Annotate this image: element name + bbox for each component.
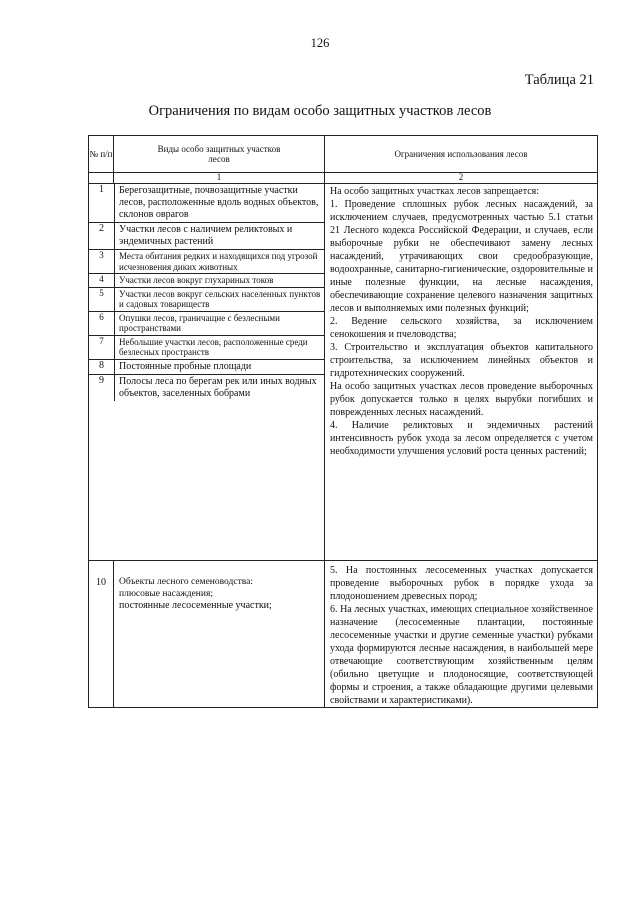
types-list	[89, 184, 324, 401]
row-10-type-cell	[114, 561, 325, 708]
row-type-text: Опушки лесов, граничащие с безлесными пространствами	[119, 312, 280, 333]
row-number: 6	[89, 312, 115, 335]
restriction-paragraph: На особо защитных участках лесов запрещается:	[330, 186, 540, 197]
row-type-text: Участки лесов вокруг сельских населенных пунктов и садовых товариществ	[119, 288, 321, 309]
restriction-paragraph: 6. На лесных участках, имеющих специальное хозяйственное назначение (лесосеменные плантации, постоянные лесосеменные участки и другие семенные участки) рубками ухода формируются лесные насаждения, в наибольшей мере отвечающие соответствующим хозяйственным целям (обильно цветущие и плодоносящие, соответствующей формы и строения, а также обладающие другими целевыми свойствами и характеристиками).	[330, 604, 593, 706]
table-row	[89, 360, 324, 375]
column-number-2: 2	[325, 173, 598, 184]
table-row	[89, 184, 324, 223]
document-title: Ограничения по видам особо защитных участков лесов	[148, 103, 492, 119]
restrictions-cell-bottom	[325, 561, 598, 708]
seed-object-line: постоянные лесосеменные участки;	[119, 600, 272, 611]
table-row	[89, 250, 324, 274]
row-type-text: Небольшие участки лесов, расположенные среди безлесных пространств	[119, 336, 308, 357]
restrictions-cell-top	[325, 184, 598, 561]
seed-object-line: Объекты лесного семеноводства:	[119, 577, 253, 587]
row-number: 1	[89, 184, 115, 222]
row-number: 2	[89, 223, 115, 249]
column-number-1: 1	[114, 173, 325, 184]
row-number: 4	[89, 274, 115, 287]
restriction-paragraph: 2. Ведение сельского хозяйства, за исключением сенокошения и пчеловодства;	[330, 316, 593, 340]
header-types: Виды особо защитных участков лесов	[114, 136, 325, 173]
restriction-paragraph: 5. На постоянных лесосеменных участках допускается проведение выборочных рубок в порядке ухода за плодоношением древесных пород;	[330, 565, 593, 602]
row-number: 5	[89, 288, 115, 311]
row-type-text: Участки лесов с наличием реликтовых и эндемичных растений	[119, 224, 293, 247]
table-row	[89, 288, 324, 312]
restriction-paragraph: 4. Наличие реликтовых и эндемичных растений интенсивность рубок ухода за лесом определяется с учетом необходимости улучшения условий роста ценных растений;	[330, 420, 593, 457]
row-number: 8	[89, 360, 115, 374]
column-number-row	[89, 173, 598, 184]
header-limits: Ограничения использования лесов	[325, 136, 598, 173]
table-row-group-1-9	[89, 184, 598, 561]
restrictions-table	[88, 135, 598, 708]
table-row	[89, 223, 324, 250]
restrictions-text-top	[325, 184, 597, 458]
restrictions-text-bottom	[325, 561, 597, 707]
row-number: 9	[89, 375, 115, 401]
row-10-types	[114, 561, 324, 612]
row-type-text: Полосы леса по берегам рек или иных водных объектов, заселенных бобрами	[119, 375, 317, 399]
table-row	[89, 312, 324, 336]
restriction-paragraph: На особо защитных участках лесов проведение выборочных рубок допускается только в целях вырубки погибших и поврежденных лесных насаждений.	[330, 381, 593, 418]
seed-object-line: плюсовые насаждения;	[119, 589, 213, 599]
row-type-text: Участки лесов вокруг глухариных токов	[119, 275, 274, 285]
row-type-text: Берегозащитные, почвозащитные участки лесов, расположенные вдоль водных объектов, склонов оврагов	[119, 185, 319, 220]
table-row	[89, 375, 324, 401]
table-label: Таблица 21	[524, 72, 594, 88]
row-type-text: Места обитания редких и находящихся под угрозой исчезновения диких животных	[119, 251, 318, 272]
table-row-10	[89, 561, 598, 708]
row-type-text: Постоянные пробные площади	[119, 360, 252, 372]
row-number: 10	[89, 561, 114, 708]
header-number: № п/п	[89, 136, 114, 173]
row-number: 7	[89, 336, 115, 359]
table-row	[89, 336, 324, 360]
row-number: 3	[89, 250, 115, 273]
types-list-cell	[89, 184, 325, 561]
restriction-paragraph: 3. Строительство и эксплуатация объектов капитального строительства, за исключением линейных объектов и гидротехнических сооружений.	[330, 342, 593, 379]
table-header-row	[89, 136, 598, 173]
table-row	[89, 274, 324, 288]
restriction-paragraph: 1. Проведение сплошных рубок лесных насаждений, за исключением случаев, предусмотренных частью 5.1 статьи 21 Лесного кодекса Российской Федерации, и случаев, если выборочные рубки не обеспечивают замену лесных насаждений, утрачивающих свои средообразующие, водоохранные, санитарно-гигиенические, оздоровительные и иные полезные функции, на лесные насаждения, обеспечивающие сохранение целевого назначения защитных лесов и выполняемых ими полезных функций;	[330, 199, 593, 314]
page-number: 126	[310, 36, 330, 50]
